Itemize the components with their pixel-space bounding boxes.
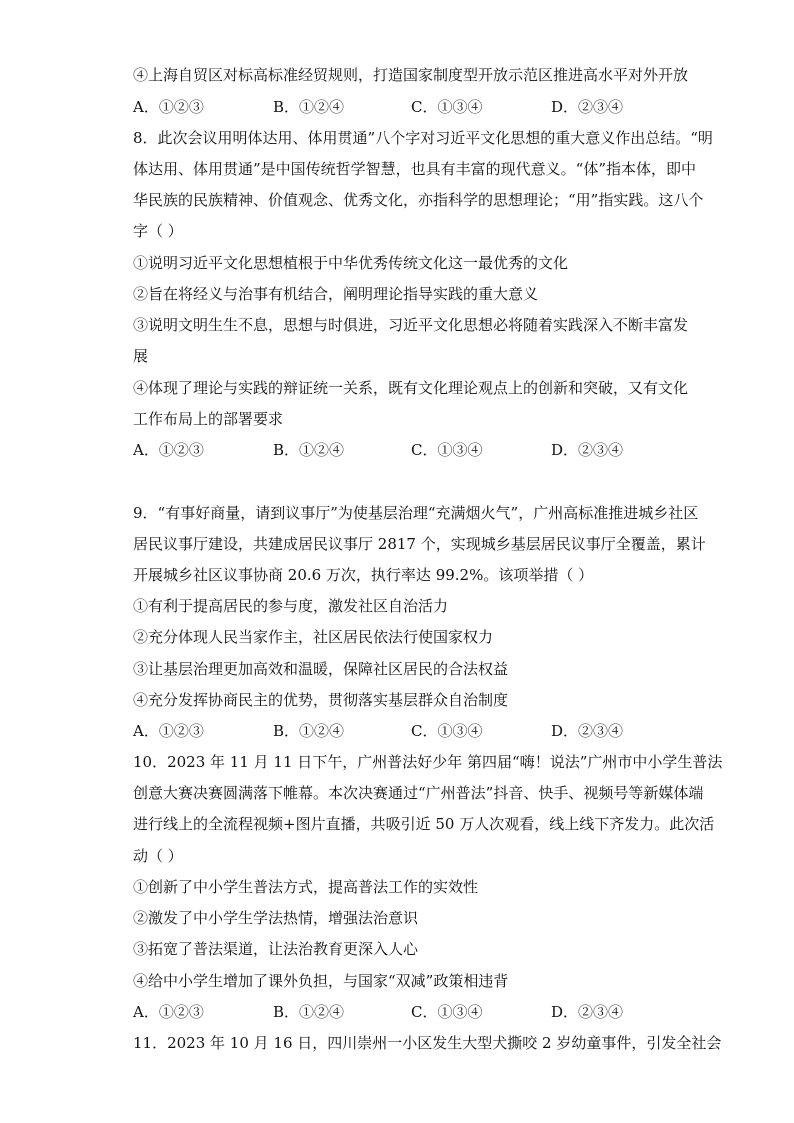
q9-statement-3: ③让基层治理更加高效和温暖，保障社区居民的合法权益 xyxy=(133,660,509,678)
q8-option-b[interactable]: B．①②④ xyxy=(273,441,345,459)
q7-option-a[interactable]: A．①②③ xyxy=(133,98,204,116)
q10-options xyxy=(133,1002,653,1022)
q9-option-a[interactable]: A．①②③ xyxy=(133,722,204,740)
q8-option-a[interactable]: A．①②③ xyxy=(133,441,204,459)
q9-statement-4: ④充分发挥协商民主的优势，贯彻落实基层群众自治制度 xyxy=(133,691,509,709)
q7-option-c[interactable]: C．①③④ xyxy=(411,98,483,116)
q8-statement-3-line-1: ③说明文明生生不息，思想与时俱进，习近平文化思想必将随着实践深入不断丰富发 xyxy=(133,316,689,334)
q10-option-b[interactable]: B．①②④ xyxy=(273,1003,345,1021)
q7-statement-4: ④上海自贸区对标高标准经贸规则，打造国家制度型开放示范区推进高水平对外开放 xyxy=(133,66,689,84)
q8-statement-1: ①说明习近平文化思想植根于中华优秀传统文化这一最优秀的文化 xyxy=(133,254,569,272)
q10-option-a[interactable]: A．①②③ xyxy=(133,1003,204,1021)
q10-stem-line-4: 动（ ） xyxy=(133,847,183,865)
q10-statement-2: ②激发了中小学生学法热情，增强法治意识 xyxy=(133,909,419,927)
q10-option-d[interactable]: D．②③④ xyxy=(551,1003,624,1021)
q9-stem-line-2: 居民议事厅建设，共建成居民议事厅 2817 个，实现城乡基层居民议事厅全覆盖，累计 xyxy=(133,535,706,553)
q10-statement-4: ④给中小学生增加了课外负担，与国家“双减”政策相违背 xyxy=(133,972,509,990)
q7-options xyxy=(133,97,653,117)
q8-stem-line-1: 8．此次会议用明体达用、体用贯通”八个字对习近平文化思想的重大意义作出总结。“明 xyxy=(133,129,713,147)
q9-statement-2: ②充分体现人民当家作主，社区居民依法行使国家权力 xyxy=(133,628,494,646)
q9-stem-line-1: 9．“有事好商量，请到议事厅”为使基层治理“充满烟火气”，广州高标准推进城乡社区 xyxy=(133,504,699,522)
q8-statement-2: ②旨在将经义与治事有机结合，阐明理论指导实践的重大意义 xyxy=(133,285,539,303)
q9-option-c[interactable]: C．①③④ xyxy=(411,722,483,740)
q8-options xyxy=(133,440,653,460)
q7-option-d[interactable]: D．②③④ xyxy=(551,98,624,116)
q7-option-b[interactable]: B．①②④ xyxy=(273,98,345,116)
q8-statement-4-line-1: ④体现了理论与实践的辩证统一关系，既有文化理论观点上的创新和突破，又有文化 xyxy=(133,379,689,397)
q8-stem-line-3: 华民族的民族精神、价值观念、优秀文化，亦指科学的思想理论；“用”指实践。这八个 xyxy=(133,191,704,209)
q9-options xyxy=(133,721,653,741)
q8-option-c[interactable]: C．①③④ xyxy=(411,441,483,459)
q8-statement-4-line-2: 工作布局上的部署要求 xyxy=(133,410,284,428)
q8-stem-line-2: 体达用、体用贯通”是中国传统哲学智慧，也具有丰富的现代意义。“体”指本体，即中 xyxy=(133,160,697,178)
q10-statement-3: ③拓宽了普法渠道，让法治教育更深入人心 xyxy=(133,940,419,958)
q9-stem-line-3: 开展城乡社区议事协商 20.6 万次，执行率达 99.2%。该项举措（ ） xyxy=(133,566,594,584)
q8-stem-line-4: 字（ ） xyxy=(133,222,183,240)
q9-statement-1: ①有利于提高居民的参与度，激发社区自治活力 xyxy=(133,597,449,615)
q10-statement-1: ①创新了中小学生普法方式，提高普法工作的实效性 xyxy=(133,878,479,896)
q10-stem-line-2: 创意大赛决赛圆满落下帷幕。本次决赛通过“广州普法”抖音、快手、视频号等新媒体端 xyxy=(133,784,704,802)
q10-stem-line-3: 进行线上的全流程视频+图片直播，共吸引近 50 万人次观看，线上线下齐发力。此次活 xyxy=(133,815,715,833)
q8-statement-3-line-2: 展 xyxy=(133,347,149,365)
q11-stem-line-1: 11．2023 年 10 月 16 日，四川崇州一小区发生大型犬撕咬 2 岁幼童事件，引发全社会 xyxy=(133,1034,722,1052)
q10-stem-line-1: 10．2023 年 11 月 11 日下午，广州普法好少年 第四届“嗨！说法”广州市中小学生普法 xyxy=(133,753,723,771)
q10-option-c[interactable]: C．①③④ xyxy=(411,1003,483,1021)
q9-option-b[interactable]: B．①②④ xyxy=(273,722,345,740)
q8-option-d[interactable]: D．②③④ xyxy=(551,441,624,459)
q9-option-d[interactable]: D．②③④ xyxy=(551,722,624,740)
